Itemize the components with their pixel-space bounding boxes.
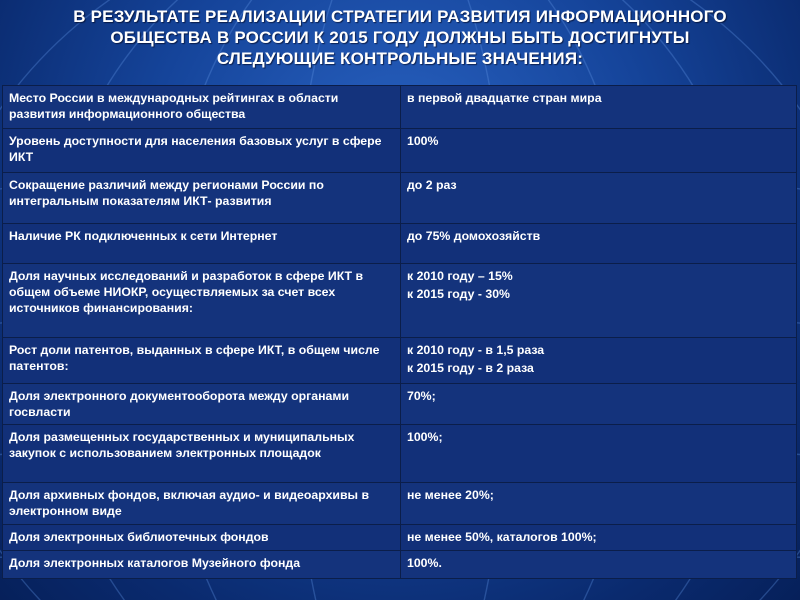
indicator-cell: Доля электронного документооборота между органами госвласти xyxy=(3,384,401,425)
indicator-cell: Рост доли патентов, выданных в сфере ИКТ, в общем числе патентов: xyxy=(3,338,401,384)
value-text: 100% xyxy=(407,134,439,148)
indicator-cell: Сокращение различий между регионами России по интегральным показателям ИКТ- развития xyxy=(3,173,401,224)
table-row xyxy=(3,551,797,579)
table-row xyxy=(3,129,797,173)
value-cell xyxy=(401,224,797,264)
value-text: 100%; xyxy=(407,430,443,444)
indicator-cell: Место России в международных рейтингах в области развития информационного общества xyxy=(3,86,401,129)
value-cell xyxy=(401,129,797,173)
value-cell xyxy=(401,264,797,338)
value-text: к 2010 году - в 1,5 раза xyxy=(407,343,545,357)
value-text: в первой двадцатке стран мира xyxy=(407,91,602,105)
value-text: не менее 20%; xyxy=(407,488,494,502)
table-row xyxy=(3,525,797,551)
table-row xyxy=(3,86,797,129)
value-text: к 2015 году - 30% xyxy=(407,287,510,301)
title-line-1: В РЕЗУЛЬТАТЕ РЕАЛИЗАЦИИ СТРАТЕГИИ РАЗВИТИЯ ИНФОРМАЦИОННОГО xyxy=(73,7,727,26)
table-row xyxy=(3,483,797,525)
title-line-2: ОБЩЕСТВА В РОССИИ К 2015 ГОДУ ДОЛЖНЫ БЫТЬ ДОСТИГНУТЫ xyxy=(110,28,690,47)
value-cell xyxy=(401,525,797,551)
table-row xyxy=(3,338,797,384)
value-cell xyxy=(401,86,797,129)
indicator-cell: Доля электронных библиотечных фондов xyxy=(3,525,401,551)
table-row xyxy=(3,384,797,425)
indicator-cell: Доля электронных каталогов Музейного фонда xyxy=(3,551,401,579)
value-cell xyxy=(401,173,797,224)
indicator-cell: Доля размещенных государственных и муниципальных закупок с использованием электронных площадок xyxy=(3,425,401,483)
value-text: 100%. xyxy=(407,556,442,570)
indicators-table xyxy=(2,85,797,579)
value-text: не менее 50%, каталогов 100%; xyxy=(407,530,597,544)
indicator-cell: Доля научных исследований и разработок в сфере ИКТ в общем объеме НИОКР, осуществляемых за счет всех источников финансирования: xyxy=(3,264,401,338)
value-cell xyxy=(401,338,797,384)
value-cell xyxy=(401,551,797,579)
table-row xyxy=(3,264,797,338)
value-text: к 2010 году – 15% xyxy=(407,269,513,283)
table-row xyxy=(3,425,797,483)
value-cell xyxy=(401,483,797,525)
value-text: до 75% домохозяйств xyxy=(407,229,541,243)
page-title xyxy=(0,6,800,69)
title-line-3: СЛЕДУЮЩИЕ КОНТРОЛЬНЫЕ ЗНАЧЕНИЯ: xyxy=(216,49,584,68)
value-cell xyxy=(401,425,797,483)
value-text: 70%; xyxy=(407,389,436,403)
value-text: к 2015 году - в 2 раза xyxy=(407,361,534,375)
indicator-cell: Доля архивных фондов, включая аудио- и видеоархивы в электронном виде xyxy=(3,483,401,525)
indicator-cell: Наличие РК подключенных к сети Интернет xyxy=(3,224,401,264)
value-text: до 2 раз xyxy=(407,178,457,192)
table-row xyxy=(3,224,797,264)
value-cell xyxy=(401,384,797,425)
table-row xyxy=(3,173,797,224)
indicator-cell: Уровень доступности для населения базовых услуг в сфере ИКТ xyxy=(3,129,401,173)
